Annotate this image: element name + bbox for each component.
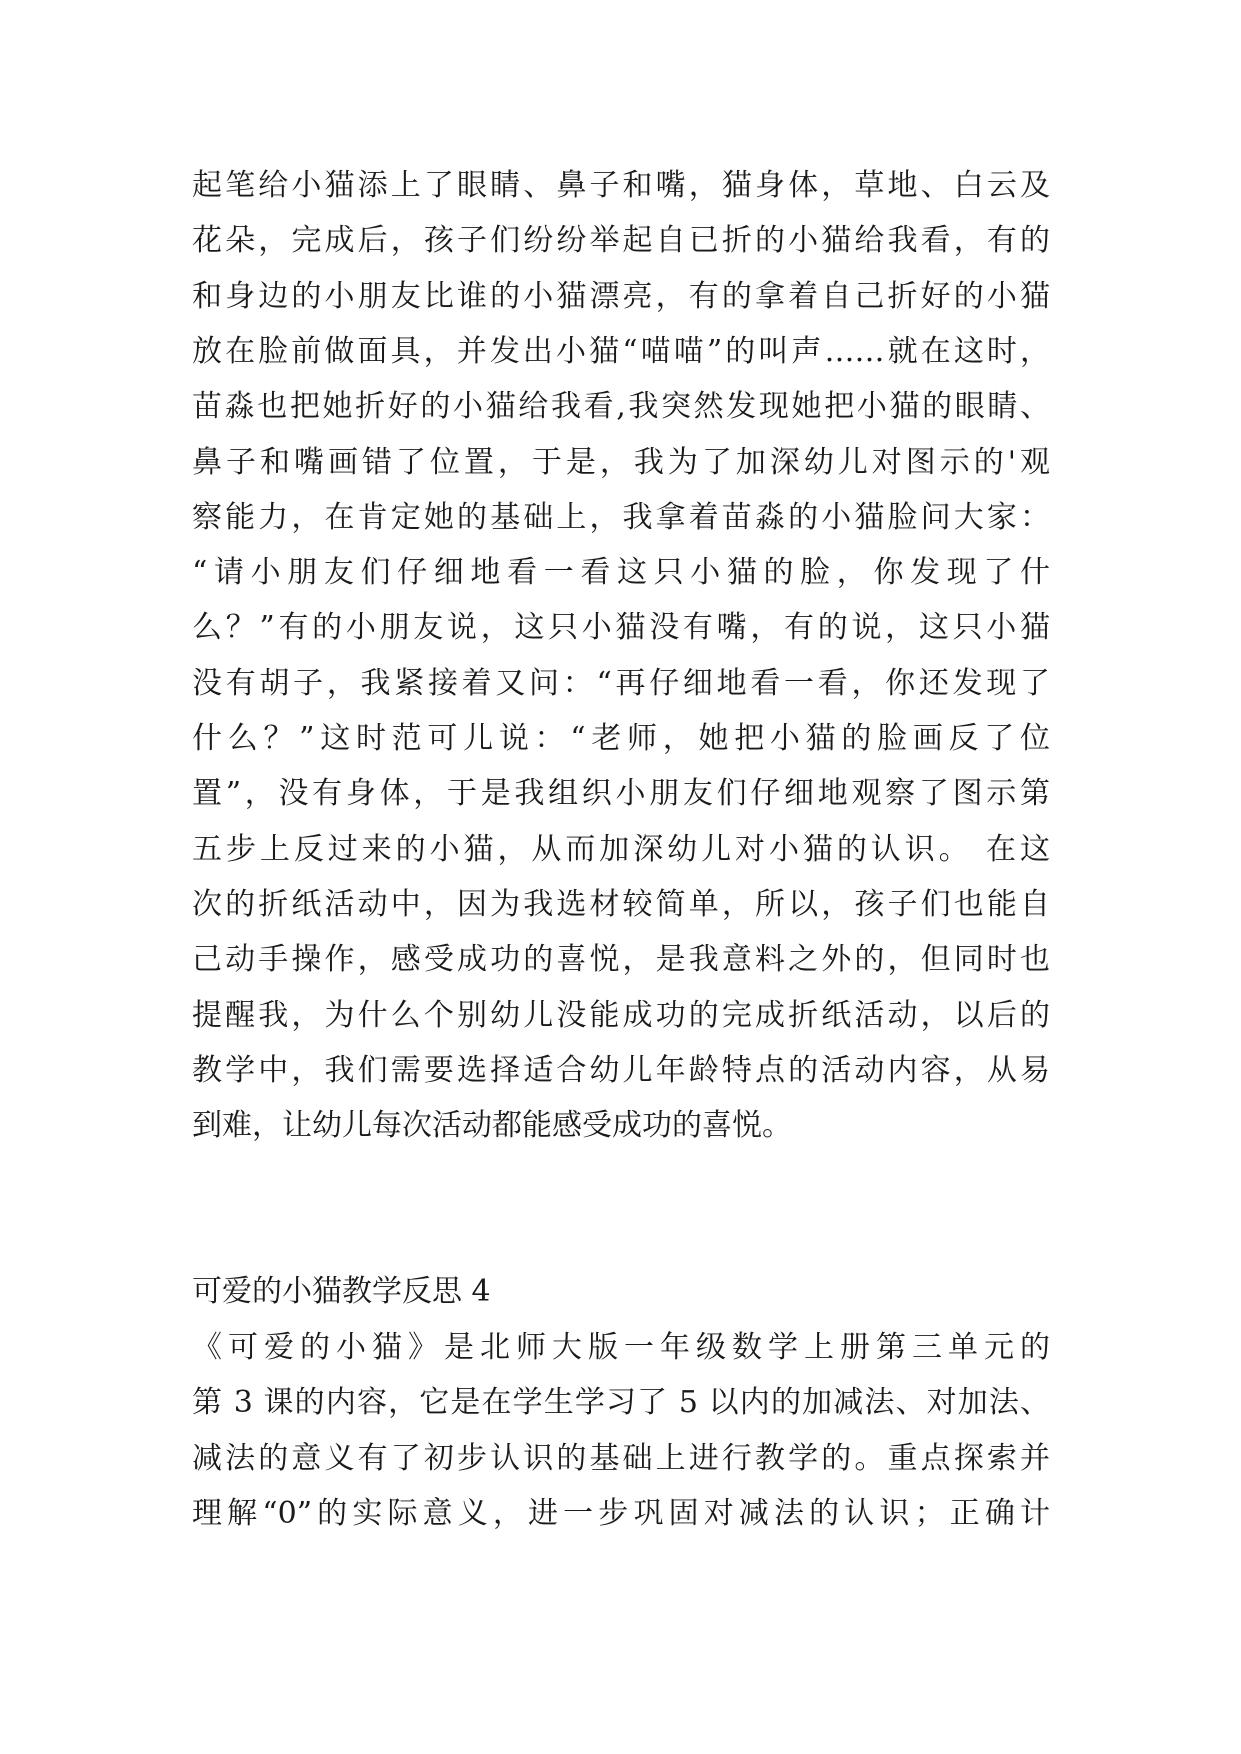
text-line: 五步上反过来的小猫，从而加深幼儿对小猫的认识。 在这: [192, 831, 1050, 867]
text-line: “请小朋友们仔细地看一看这只小猫的脸，你发现了什: [192, 555, 1050, 591]
text-line: 教学中，我们需要选择适合幼儿年龄特点的活动内容，从易: [192, 1052, 1050, 1088]
text-line: 提醒我，为什么个别幼儿没能成功的完成折纸活动，以后的: [192, 997, 1050, 1033]
text-line: 理解“0”的实际意义，进一步巩固对减法的认识；正确计: [192, 1495, 1050, 1531]
text-line: 鼻子和嘴画错了位置，于是，我为了加深幼儿对图示的'观: [192, 444, 1050, 480]
text-line: 第 3 课的内容，它是在学生学习了 5 以内的加减法、对加法、: [192, 1385, 1050, 1421]
text-line: 《可爱的小猫》是北师大版一年级数学上册第三单元的: [192, 1330, 1050, 1365]
text-line: 察能力，在肯定她的基础上，我拿着苗淼的小猫脸问大家：: [192, 499, 1050, 535]
text-line: 放在脸前做面具，并发出小猫“喵喵”的叫声……就在这时，: [192, 333, 1050, 369]
text-line: 起笔给小猫添上了眼睛、鼻子和嘴，猫身体，草地、白云及: [192, 168, 1050, 203]
text-line: 苗淼也把她折好的小猫给我看,我突然发现她把小猫的眼睛、: [192, 389, 1050, 425]
text-line: 么？”有的小朋友说，这只小猫没有嘴，有的说，这只小猫: [192, 610, 1050, 646]
text-line: 没有胡子，我紧接着又问：“再仔细地看一看，你还发现了: [192, 665, 1050, 701]
text-line: 到难，让幼儿每次活动都能感受成功的喜悦。: [192, 1108, 792, 1144]
text-line: 次的折纸活动中，因为我选材较简单，所以，孩子们也能自: [192, 886, 1050, 922]
section-heading: 可爱的小猫教学反思 4: [192, 1274, 491, 1309]
text-line: 减法的意义有了初步认识的基础上进行教学的。重点探索并: [192, 1440, 1050, 1476]
text-line: 花朵，完成后，孩子们纷纷举起自已折的小猫给我看，有的: [192, 223, 1050, 259]
text-line: 和身边的小朋友比谁的小猫漂亮，有的拿着自己折好的小猫: [192, 278, 1050, 314]
text-line: 什么？”这时范可儿说：“老师，她把小猫的脸画反了位: [192, 721, 1050, 756]
text-line: 置”，没有身体，于是我组织小朋友们仔细地观察了图示第: [192, 776, 1050, 812]
text-line: 己动手操作，感受成功的喜悦，是我意料之外的，但同时也: [192, 942, 1050, 978]
